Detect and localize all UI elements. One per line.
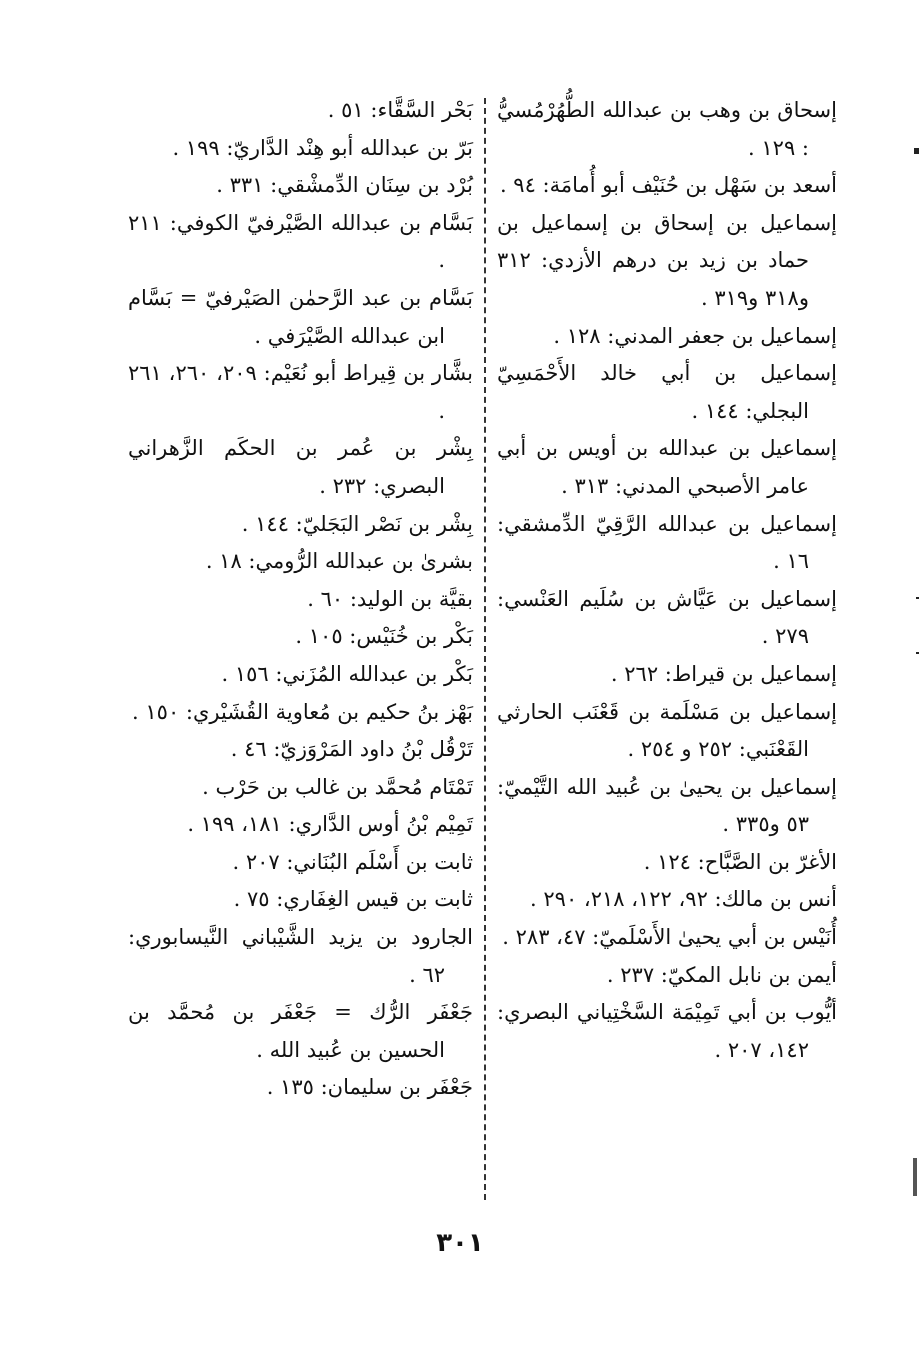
index-entry: ثابت بن أَسْلَم البُنَاني: ٢٠٧ .: [232, 849, 473, 874]
index-entry: ثابت بن قيس الغِفَاري: ٧٥ .: [233, 887, 473, 912]
index-entry: إسماعيل بن جعفر المدني: ١٢٨ .: [553, 323, 837, 348]
index-entry: أنس بن مالك: ٩٢، ١٢٢، ٢١٨، ٢٩٠ .: [530, 887, 837, 912]
index-entry: إسماعيل بن إسحاق بن إسماعيل بن حماد بن زيد بن درهم الأزدي: ٣١٢ و٣١٨ و٣١٩ .: [497, 210, 837, 310]
index-entry: بُرْد بن سِنَان الدِّمشْقي: ٣٣١ .: [216, 173, 473, 198]
index-entry: إسماعيل بن عبدالله الرَّقِيّ الدِّمشقي: ١٦ .: [497, 511, 837, 574]
index-entry: أيُّوب بن أبي تَمِيْمَة السَّخْتِياني البصري: ١٤٢، ٢٠٧ .: [497, 1000, 837, 1062]
page-number: ٣٠١: [436, 1228, 484, 1258]
index-entry: بَهْز بنُ حكيم بن مُعاوية القُشَيْري: ١٥٠ .: [132, 699, 473, 724]
column-divider: [484, 98, 486, 1200]
index-entry: أُنَيْس بن أبي يحيىٰ الأَسْلَميّ: ٤٧، ٢٨٣ .: [502, 925, 837, 950]
index-entry: إسماعيل بن يحيىٰ بن عُبيد الله التَّيْميّ: ٥٣ و٣٣٥ .: [497, 774, 837, 837]
index-entry: تَمِيْم بْنُ أوس الدَّاري: ١٨١، ١٩٩ .: [187, 812, 473, 837]
index-entry: الأغرّ بن الصَّبَّاح: ١٢٤ .: [643, 849, 837, 874]
index-entry: إسماعيل بن أبي خالد الأَحْمَسِيّ البجلي: ١٤٤ .: [497, 361, 837, 423]
scan-speck: [914, 148, 919, 154]
index-column-right: [497, 92, 837, 1069]
index-entry: بَرّ بن عبدالله أبو هِنْد الدَّاريّ: ١٩٩ .: [172, 135, 473, 160]
index-entry: بِشْر بن عُمر بن الحكَم الزَّهراني البصري: ٢٣٢ .: [128, 436, 473, 498]
index-entry: بَكْر بن عبدالله المُزَني: ١٥٦ .: [221, 661, 473, 686]
index-entry: إسحاق بن وهب بن عبدالله الطُّهُرْمُسيُّ : ١٢٩ .: [497, 98, 837, 160]
index-entry: بقيَّة بن الوليد: ٦٠ .: [307, 586, 473, 611]
index-column-left: [128, 92, 473, 1107]
index-entry: بَحْر السَّقَّاء: ٥١ .: [327, 98, 473, 122]
scan-speck: [916, 597, 919, 599]
index-entry: أسعد بن سَهْل بن حُنَيْف أبو أُمامَة: ٩٤ .: [499, 173, 837, 198]
index-entry: إسماعيل بن عَيَّاش بن سُلَيم العَنْسي: ٢٧٩ .: [497, 586, 837, 649]
index-entry: تَرْقُل بْنُ داود المَرْوَزيّ: ٤٦ .: [230, 737, 473, 762]
index-entry: جَعْفَر الرُّك = جَعْفَر بن مُحمَّد بن الحسين بن عُبيد الله .: [128, 1000, 473, 1062]
index-entry: أيمن بن نابل المكيّ: ٢٣٧ .: [606, 962, 837, 987]
index-entry: تَمْتَام مُحمَّد بن غالب بن حَرْب .: [202, 774, 473, 799]
index-entry: إسماعيل بن قيراط: ٢٦٢ .: [610, 661, 837, 686]
index-entry: بِشْر بن نَصْر البَجَليّ: ١٤٤ .: [241, 511, 473, 536]
index-entry: الجارود بن يزيد الشَّيْباني النَّيسابوري: ٦٢ .: [128, 925, 473, 987]
index-entry: بشَّار بن قِيراط أبو نُعَيْم: ٢٠٩، ٢٦٠، ٢٦١ .: [128, 361, 474, 423]
index-entry: إسماعيل بن عبدالله بن أويس بن أبي عامر الأصبحي المدني: ٣١٣ .: [497, 436, 837, 498]
index-entry: بَكْر بن خُنَيْس: ١٠٥ .: [295, 624, 473, 649]
index-entry: إسماعيل بن مَسْلَمة بن قَعْنَب الحارثي القَعْنَبي: ٢٥٢ و ٢٥٤ .: [497, 699, 837, 762]
index-entry: جَعْفَر بن سليمان: ١٣٥ .: [266, 1075, 473, 1100]
scan-speck: [916, 652, 919, 654]
scan-speck: [913, 1158, 917, 1196]
index-entry: بشرىٰ بن عبدالله الرُّومي: ١٨ .: [205, 549, 473, 574]
index-entry: بَسَّام بن عبد الرَّحمٰن الصَيْرفيّ = بَسَّام ابن عبدالله الصَّيْرَفي .: [128, 285, 473, 348]
index-entry: بَسَّام بن عبدالله الصَّيْرفيّ الكوفي: ٢١١ .: [128, 210, 473, 273]
